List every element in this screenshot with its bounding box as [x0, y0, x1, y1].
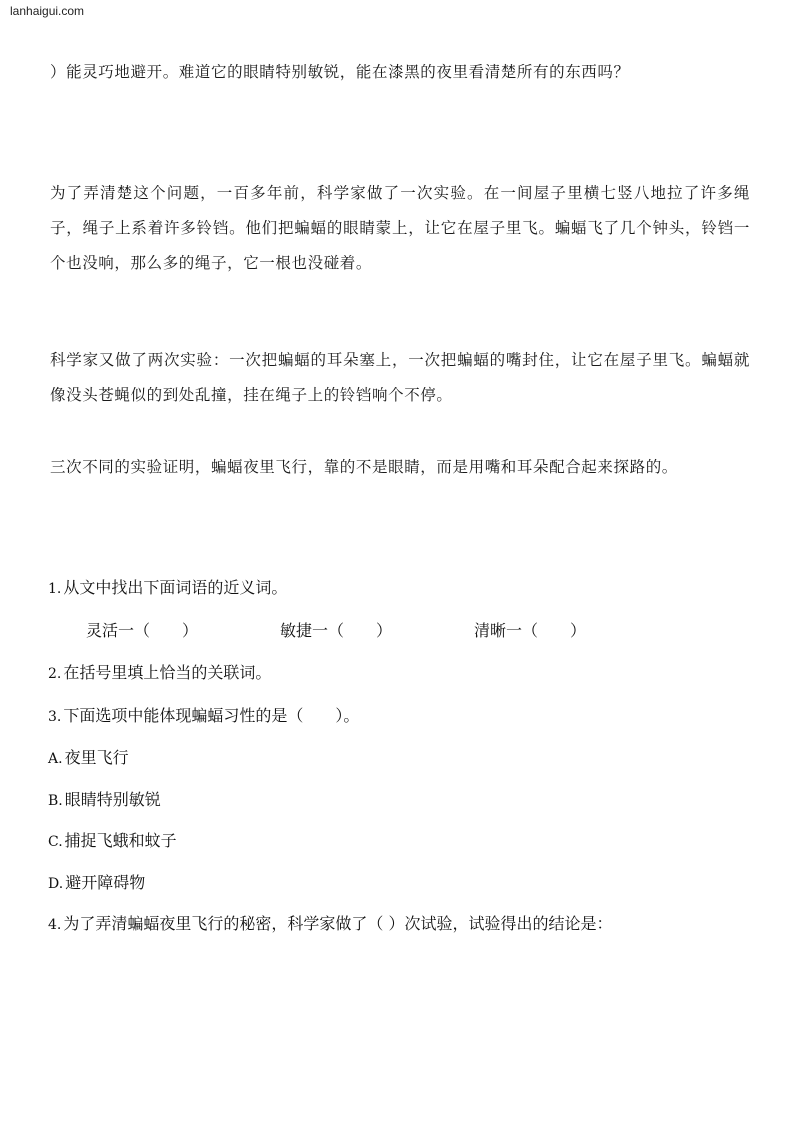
question-text: 在括号里填上恰当的关联词。: [63, 663, 272, 682]
question-text: 下面选项中能体现蝙蝠习性的是（ ）。: [63, 706, 360, 725]
option-letter: B.: [48, 793, 63, 809]
question-number: 3.: [48, 709, 62, 725]
option-text: 避开障碍物: [65, 873, 146, 892]
question-3: [48, 704, 359, 729]
option-text: 夜里飞行: [64, 748, 129, 767]
passage-paragraph: 科学家又做了两次实验：一次把蝙蝠的耳朵塞上，一次把蝙蝠的嘴封住，让它在屋子里飞。蝙蝠就像没头苍蝇似的到处乱撞，挂在绳子上的铃铛响个不停。: [50, 351, 750, 404]
question-4: [48, 912, 612, 937]
site-watermark: lanhaigui.com: [10, 4, 85, 18]
passage-paragraph: 三次不同的实验证明，蝙蝠夜里飞行，靠的不是眼睛，而是用嘴和耳朵配合起来探路的。: [50, 458, 678, 476]
option-letter: A.: [48, 751, 63, 767]
option-b: [48, 788, 161, 813]
option-letter: C.: [48, 834, 63, 850]
option-c: [48, 829, 177, 854]
option-letter: D.: [48, 876, 64, 892]
question-1: [48, 576, 287, 601]
option-d: [48, 871, 145, 896]
question-number: 4.: [48, 917, 62, 933]
question-text: 从文中找出下面词语的近义词。: [63, 578, 288, 597]
passage-paragraph: ）能灵巧地避开。难道它的眼睛特别敏锐，能在漆黑的夜里看清楚所有的东西吗？: [50, 63, 630, 81]
option-text: 捕捉飞蛾和蚊子: [64, 831, 177, 850]
synonym-blank: 敏捷一（ ）: [280, 621, 393, 640]
synonym-blank: 灵活一（ ）: [86, 621, 199, 640]
option-a: [48, 746, 129, 771]
passage-paragraph: 为了弄清楚这个问题，一百多年前，科学家做了一次实验。在一间屋子里横七竖八地拉了许多绳子，绳子上系着许多铃铛。他们把蝙蝠的眼睛蒙上，让它在屋子里飞。蝙蝠飞了几个钟头，铃铛一个也没响，那么多的绳子，它一根也没碰着。: [50, 184, 750, 272]
question-number: 2.: [48, 666, 62, 682]
synonym-blank: 清晰一（ ）: [474, 621, 587, 640]
question-number: 1.: [48, 581, 62, 597]
question-text: 为了弄清蝙蝠夜里飞行的秘密，科学家做了（ ）次试验，试验得出的结论是：: [63, 914, 613, 933]
question-2: [48, 661, 271, 686]
option-text: 眼睛特别敏锐: [64, 790, 161, 809]
